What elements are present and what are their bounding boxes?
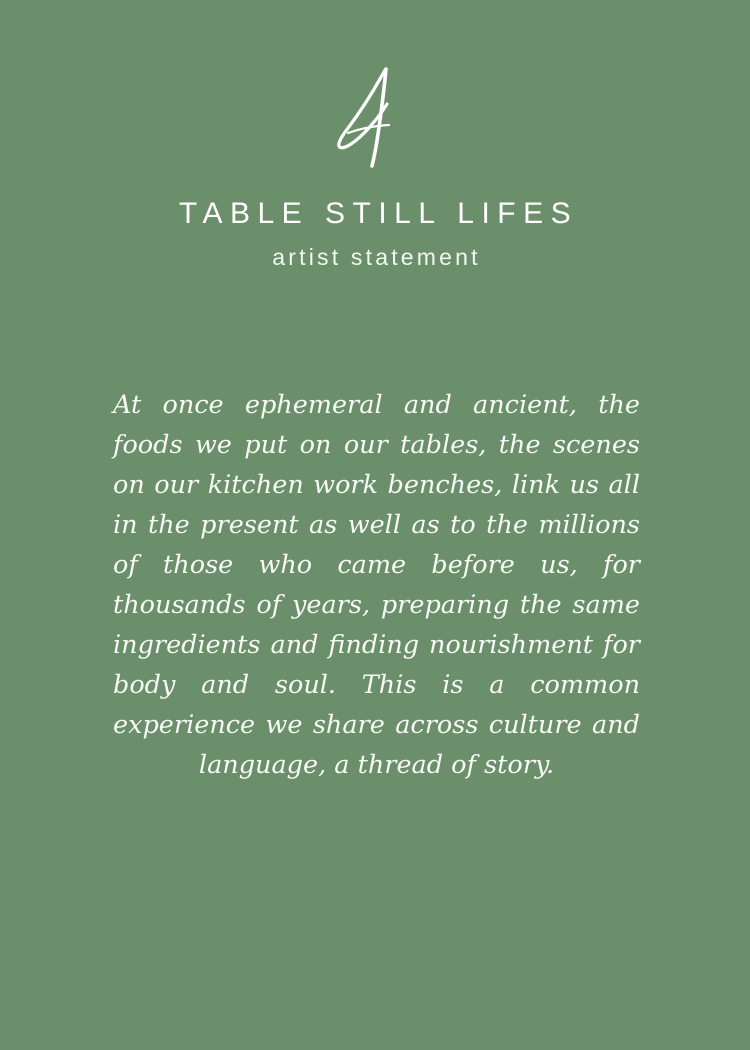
letter-a-script-icon — [315, 62, 435, 172]
title-block — [0, 196, 750, 271]
monogram-logo — [0, 62, 750, 182]
page-subtitle: artist statement — [272, 244, 481, 270]
artist-statement-text: At once ephemeral and ancient, the foods we put on our tables, the scenes on our kitchen work benches, link us all in the present as well as to the millions of those who came before us, for thousands of years, preparing the same ingredients and finding nourishment for body and soul. This is a common experience we share across culture and language, a thread of story. — [113, 390, 640, 780]
page-title: TABLE STILL LIFES — [178, 197, 579, 230]
